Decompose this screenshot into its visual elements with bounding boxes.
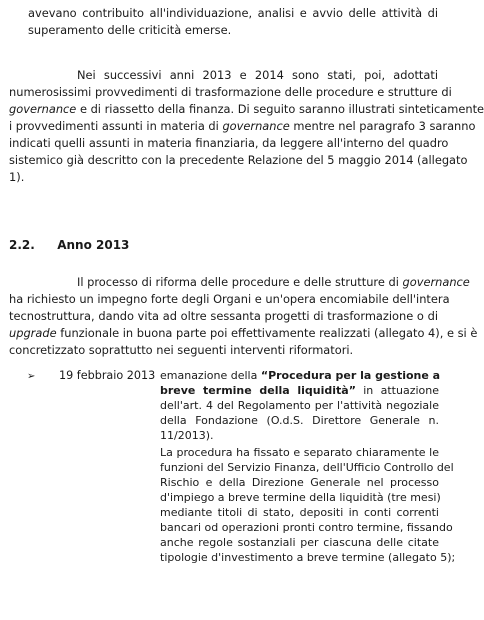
section-heading xyxy=(9,238,129,252)
bullet-line-1 xyxy=(160,369,439,383)
para1-line-1: Nei successivi anni 2013 e 2014 sono stati, poi, adottati xyxy=(77,68,438,82)
bullet-line-4: della Fondazione (O.d.S. Direttore Generale n. xyxy=(160,414,439,427)
bullet-procedure-title-a: “Procedura per la gestione a xyxy=(260,369,441,382)
para1-line-4 xyxy=(9,119,476,133)
para2-line-4-text: funzionale in buona parte poi effettivamente realizzati (allegato 4), e si è xyxy=(56,326,478,340)
para1-term-governance: governance xyxy=(9,102,77,116)
bullet-line-2-text: in attuazione xyxy=(355,384,439,397)
bullet-line-3: dell'art. 4 del Regolamento per l'attività negoziale xyxy=(160,399,439,412)
bullet-line-11: bancari od operazioni pronti contro termine, fissando xyxy=(160,521,453,534)
para2-term-governance: governance xyxy=(402,275,470,289)
bullet-line-10: mediante titoli di stato, depositi in conti correnti xyxy=(160,506,439,519)
para1-line-3 xyxy=(9,102,484,116)
bullet-date: 19 febbraio 2013 xyxy=(59,369,156,382)
para1-line-2: numerosissimi provvedimenti di trasformazione delle procedure e strutture di xyxy=(9,85,452,99)
bullet-arrow-icon: ➢ xyxy=(27,371,36,382)
para2-line-1 xyxy=(77,275,470,289)
bullet-line-9: d'impiego a breve termine della liquidità (tre mesi) xyxy=(160,491,441,504)
para1-term-governance-2: governance xyxy=(222,119,290,133)
bullet-line-7: funzioni del Servizio Finanza, dell'Ufficio Controllo del xyxy=(160,461,454,474)
intro-line-1: avevano contribuito all'individuazione, analisi e avvio delle attività di xyxy=(28,6,438,20)
bullet-line-2 xyxy=(160,384,439,398)
para1-line-7: 1). xyxy=(9,170,25,184)
para2-line-2: ha richiesto un impegno forte degli Organi e un'opera encomiabile dell'intera xyxy=(9,292,450,306)
bullet-line-1-text: emanazione della xyxy=(160,369,261,382)
bullet-line-12: anche regole sostanziali per ciascuna delle citate xyxy=(160,536,439,549)
para1-line-3-text: e di riassetto della finanza. Di seguito saranno illustrati sinteticamente xyxy=(76,102,484,116)
para1-line-4-text-c: mentre nel paragrafo 3 saranno xyxy=(289,119,476,133)
para2-line-5: concretizzato soprattutto nei seguenti interventi riformatori. xyxy=(9,343,354,357)
para2-term-upgrade: upgrade xyxy=(9,326,57,340)
bullet-line-5: 11/2013). xyxy=(160,429,214,442)
para2-line-4 xyxy=(9,326,478,340)
section-title: Anno 2013 xyxy=(57,238,130,252)
para2-line-1-text: Il processo di riforma delle procedure e delle strutture di xyxy=(77,275,403,289)
para1-line-4-text-a: i provvedimenti assunti in materia di xyxy=(9,119,223,133)
intro-line-2: superamento delle criticità emerse. xyxy=(28,23,232,37)
bullet-line-8: Rischio e della Direzione Generale nel processo xyxy=(160,476,439,489)
bullet-line-6: La procedura ha fissato e separato chiaramente le xyxy=(160,446,439,459)
para1-line-5: indicati quelli assunti in materia finanziaria, da leggere all'interno del quadro xyxy=(9,136,449,150)
para2-line-3: tecnostruttura, dando vita ad oltre sessanta progetti di trasformazione o di xyxy=(9,309,438,323)
section-number: 2.2. xyxy=(9,238,35,252)
para1-line-6: sistemico già descritto con la precedente Relazione del 5 maggio 2014 (allegato xyxy=(9,153,468,167)
bullet-line-13: tipologie d'investimento a breve termine (allegato 5); xyxy=(160,551,456,564)
bullet-procedure-title-b: breve termine della liquidità” xyxy=(160,384,356,397)
